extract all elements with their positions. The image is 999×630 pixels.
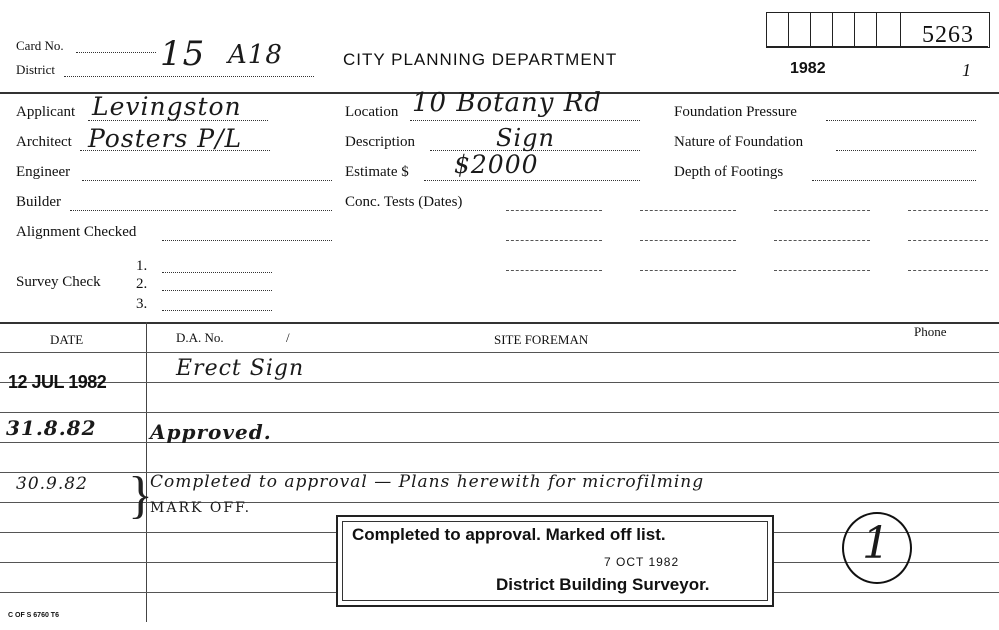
number-box xyxy=(876,12,901,48)
conc-blank xyxy=(908,210,988,211)
survey-item-2: 2. xyxy=(136,276,148,292)
conc-blank xyxy=(774,270,870,271)
page-mark: 1 xyxy=(962,60,971,80)
log-entry: Erect Sign xyxy=(176,356,305,381)
approval-stamp xyxy=(336,515,774,607)
da-slash: / xyxy=(286,330,290,345)
conc-blank xyxy=(908,270,988,271)
architect-label: Architect xyxy=(16,134,72,150)
description-value: Sign xyxy=(496,124,555,152)
nature-of-foundation-label: Nature of Foundation xyxy=(674,134,804,150)
log-top-rule xyxy=(0,322,999,324)
district-label: District xyxy=(16,62,55,77)
survey-item-1: 1. xyxy=(136,258,148,274)
log-rule xyxy=(0,352,999,353)
number-box xyxy=(766,12,789,48)
district-line xyxy=(64,76,314,77)
depth-of-footings-label: Depth of Footings xyxy=(674,164,784,180)
card-no-label: Card No. xyxy=(16,38,64,53)
engineer-line xyxy=(82,180,332,181)
survey-line-1 xyxy=(162,272,272,273)
number-box xyxy=(810,12,833,48)
log-rule xyxy=(0,382,999,383)
foundation-pressure-label: Foundation Pressure xyxy=(674,104,797,120)
conc-blank xyxy=(908,240,988,241)
card-no-line xyxy=(76,52,156,53)
estimate-value: $2000 xyxy=(454,150,539,179)
stamp-date: 7 OCT 1982 xyxy=(604,555,680,569)
number-box xyxy=(832,12,855,48)
da-header: D.A. No. xyxy=(176,330,224,345)
number-base xyxy=(766,46,988,47)
page-title: CITY PLANNING DEPARTMENT xyxy=(343,50,618,69)
phone-header: Phone xyxy=(914,324,947,339)
conc-blank xyxy=(506,270,602,271)
estimate-label: Estimate $ xyxy=(345,164,409,180)
district-value: A18 xyxy=(228,40,283,70)
log-date: 12 JUL 1982 xyxy=(8,372,107,392)
builder-line xyxy=(70,210,332,211)
conc-blank xyxy=(640,270,736,271)
applicant-value: Levingston xyxy=(92,92,242,121)
alignment-label: Alignment Checked xyxy=(16,224,137,240)
nature-of-foundation-line xyxy=(836,150,976,151)
number-box xyxy=(854,12,877,48)
estimate-line xyxy=(424,180,640,181)
conc-blank xyxy=(774,240,870,241)
survey-label: Survey Check xyxy=(16,274,101,290)
applicant-label: Applicant xyxy=(16,104,76,120)
conc-blank xyxy=(774,210,870,211)
alignment-line xyxy=(162,240,332,241)
year: 1982 xyxy=(790,60,826,77)
stamp-line-3: District Building Surveyor. xyxy=(496,575,710,594)
card-value: 15 xyxy=(160,34,206,74)
log-date: 31.8.82 xyxy=(6,416,97,440)
stamp-line-1: Completed to approval. Marked off list. xyxy=(352,525,666,544)
conc-blank xyxy=(640,240,736,241)
log-entry: Approved. xyxy=(150,420,272,444)
site-foreman-header: SITE FOREMAN xyxy=(494,332,589,347)
card-number: 5263 xyxy=(922,22,974,48)
builder-label: Builder xyxy=(16,194,61,210)
depth-of-footings-line xyxy=(812,180,976,181)
log-rule xyxy=(0,412,999,413)
form-code: C OF S 6760 T6 xyxy=(8,612,59,619)
conc-tests-label: Conc. Tests (Dates) xyxy=(345,194,463,210)
log-entry: MARK OFF. xyxy=(150,500,252,516)
location-line xyxy=(410,120,640,121)
architect-value: Posters P/L xyxy=(88,124,243,153)
survey-line-2 xyxy=(162,290,272,291)
conc-blank xyxy=(506,240,602,241)
circled-number: 1 xyxy=(862,518,891,569)
survey-item-3: 3. xyxy=(136,296,148,312)
brace-mark: } xyxy=(128,467,153,524)
location-label: Location xyxy=(345,104,399,120)
description-label: Description xyxy=(345,134,415,150)
location-value: 10 Botany Rd xyxy=(412,88,602,118)
engineer-label: Engineer xyxy=(16,164,71,180)
log-entry: Completed to approval — Plans herewith for microfilming xyxy=(150,472,705,492)
log-date: 30.9.82 xyxy=(16,474,88,494)
conc-blank xyxy=(640,210,736,211)
date-header: DATE xyxy=(50,332,84,347)
survey-line-3 xyxy=(162,310,272,311)
foundation-pressure-line xyxy=(826,120,976,121)
number-box xyxy=(788,12,811,48)
conc-blank xyxy=(506,210,602,211)
